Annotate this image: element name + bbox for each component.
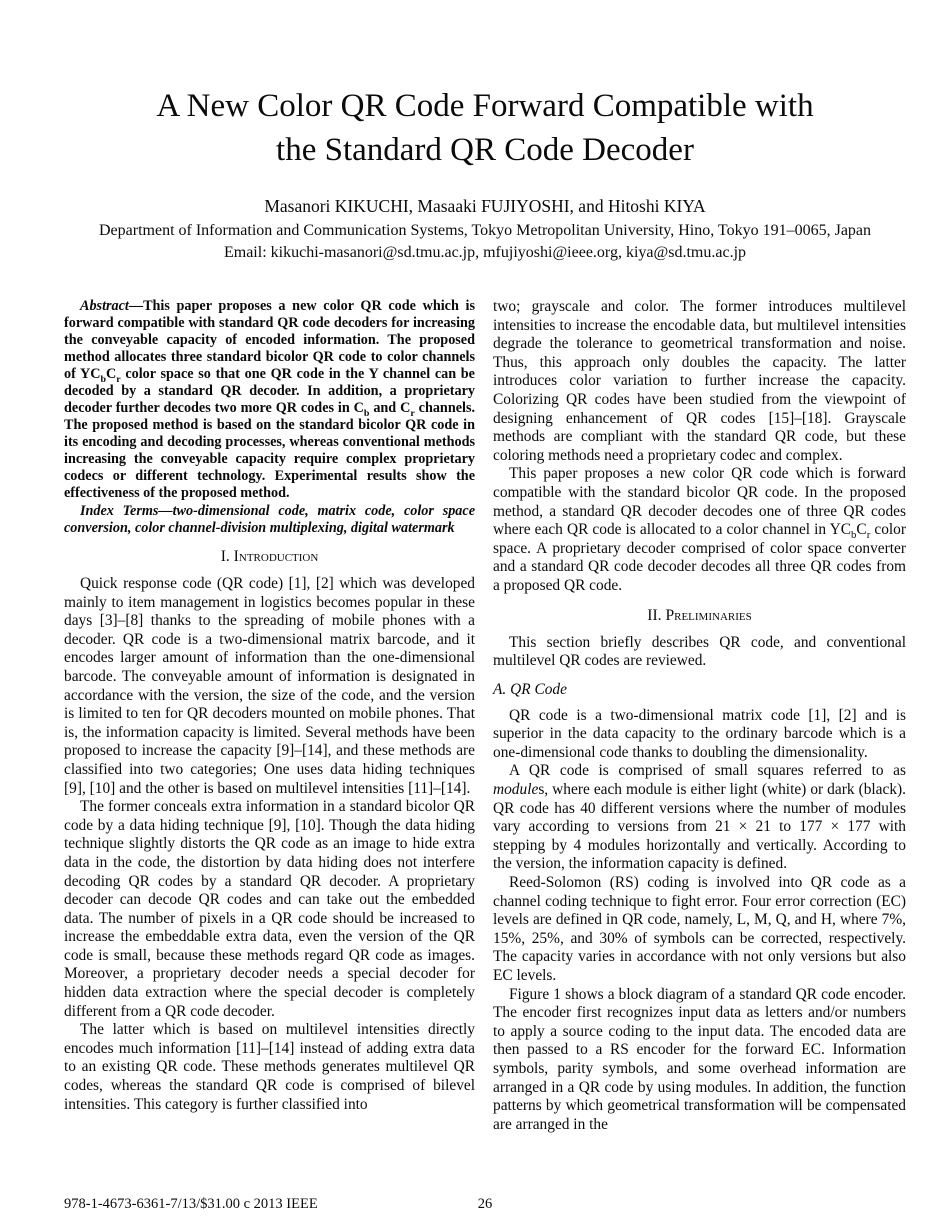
- section-heading-preliminaries: II. Preliminaries: [647, 606, 752, 624]
- qr-code-paragraph-1: QR code is a two-dimensional matrix code [1], [2] and is superior in the data capacity to the ordinary barcode which is a one-dimensional code thanks to doubling the dimensionality.: [493, 706, 906, 761]
- introduction-paragraph-2: The former conceals extra information in a standard bicolor QR code by a data hiding technique [9], [10]. Though the data hiding technique slightly distorts the QR code as an image to hide extra data in the code, the distortion by data hiding does not interfere decoding QR codes by a standard QR decoder. A proprietary decoder can decode QR codes and can take out the embedded data. The number of pixels in a QR code should be increased to increase the embeddable extra data, even the version of the QR code is small, because these methods regard QR code as images. Moreover, a proprietary decoder needs a special decoder for hidden data extraction where the special decoder is completely different from a QR code decoder.: [64, 798, 475, 1020]
- paper-content: [64, 84, 906, 1134]
- paper-title-line2: the Standard QR Code Decoder: [276, 132, 694, 168]
- page-footer: [64, 1196, 906, 1213]
- page-number: 26: [477, 1196, 493, 1212]
- paper-title-line1: A New Color QR Code Forward Compatible with: [156, 88, 814, 124]
- qr-code-paragraph-3: Reed-Solomon (RS) coding is involved into QR code as a channel coding technique to fight error. Four error correction (EC) levels are defined in QR code, namely, L, M, Q, and H, where 7%, 15%, 25%, and 30% of symbols can be corrected, respectively. The capacity varies in accordance with not only versions but also EC levels.: [493, 874, 906, 984]
- qr-code-paragraph-2: A QR code is comprised of small squares referred to as modules, where each module is either light (white) or dark (black). QR code has 40 different versions where the number of modules vary according to versions from 21 × 21 to 177 × 177 with stepping by 4 modules horizontally and vertically. According to the version, the information capacity is defined.: [493, 762, 906, 873]
- introduction-paragraph-1: Quick response code (QR code) [1], [2] which was developed mainly to item management in logistics becomes popular in these days [3]–[8] thanks to the spreading of mobile phones with a decoder. QR code is a two-dimensional matrix barcode, and it encodes larger amount of information than the one-dimensional barcode. The conveyable amount of information is designated in accordance with the version, the size of the code, and the version is limited to ten for QR decoders mounted on mobile phones. That is, the information capacity is limited. Several methods have been proposed to increase the capacity [9]–[14], and these methods are classified into two categories; One uses data hiding techniques [9], [10] and the other is based on multilevel intensities [11]–[14].: [64, 575, 475, 797]
- index-terms-paragraph: Index Terms—two-dimensional code, matrix code, color space conversion, color channel-division multiplexing, digital watermark: [64, 503, 475, 536]
- two-column-body: [64, 298, 906, 1134]
- paper-title: [64, 84, 906, 172]
- qr-code-paragraph-4: Figure 1 shows a block diagram of a standard QR code encoder. The encoder first recognizes input data as letters and/or numbers to apply a source coding to the input data. The encoded data are then passed to a RS encoder for the forward EC. Information symbols, parity symbols, and some overhead information are arranged in a QR code by using modules. In addition, the function patterns by which geometrical transformation will be compensated are arranged in the: [493, 985, 906, 1133]
- right-column: [493, 298, 906, 1134]
- preliminaries-paragraph: This section briefly describes QR code, and conventional multilevel QR codes are reviewed.: [493, 633, 906, 670]
- email-line: Email: kikuchi-masanori@sd.tmu.ac.jp, mfujiyoshi@ieee.org, kiya@sd.tmu.ac.jp: [223, 244, 747, 261]
- introduction-paragraph-3-continued: two; grayscale and color. The former introduces multilevel intensities to increase the encodable data, but multilevel intensities degrade the tolerance to geometrical transformation and noise. Thus, this approach only doubles the capacity. The latter introduces color variation to further increase the capacity. Colorizing QR codes have been studied from the viewpoint of designing enhancement of QR codes [15]–[18]. Grayscale methods are compliant with the standard QR code, but these coloring methods need a proprietary codec and complex.: [493, 298, 906, 464]
- authors-line: Masanori KIKUCHI, Masaaki FUJIYOSHI, and Hitoshi KIYA: [264, 196, 706, 216]
- subsection-heading-qr-code: A. QR Code: [493, 680, 567, 698]
- section-heading-introduction: I. Introduction: [220, 548, 319, 565]
- introduction-paragraph-3: The latter which is based on multilevel intensities directly encodes much information [11]–[14] instead of adding extra data to an existing QR code. These methods generates multilevel QR codes, whereas the standard QR code is comprised of bilevel intensities. This category is further classified into: [64, 1021, 475, 1113]
- affiliation-line: Department of Information and Communication Systems, Tokyo Metropolitan University, Hino, Tokyo 191–0065, Japan: [98, 222, 872, 239]
- left-column: [64, 298, 475, 1134]
- proposal-paragraph: This paper proposes a new color QR code which is forward compatible with the standard bicolor QR code. In the proposed method, a standard QR decoder decodes one of three QR codes where each QR code is allocated to a color channel in $YC_bC_r$ color space. A proprietary decoder comprised of color space converter and a standard QR code decoder decodes all three QR codes from a proposed QR code.: [493, 465, 906, 594]
- abstract-paragraph: Abstract—This paper proposes a new color QR code which is forward compatible with standard QR code decoders for increasing the conveyable capacity of encoded information. The proposed method allocates three standard bicolor QR code to color channels of $YC_bC_r$ color space so that one QR code in the Y channel can be decoded by a standard QR decoder. In addition, a proprietary decoder further decodes two more QR codes in $C_b$ and $C_r$ channels. The proposed method is based on the standard bicolor QR code in its encoding and decoding processes, whereas conventional methods increasing the conveyable capacity require complex proprietary codecs or different technology. Experimental results show the effectiveness of the proposed method.: [64, 298, 476, 501]
- copyright-notice: 978-1-4673-6361-7/13/$31.00 c 2013 IEEE: [64, 1196, 318, 1212]
